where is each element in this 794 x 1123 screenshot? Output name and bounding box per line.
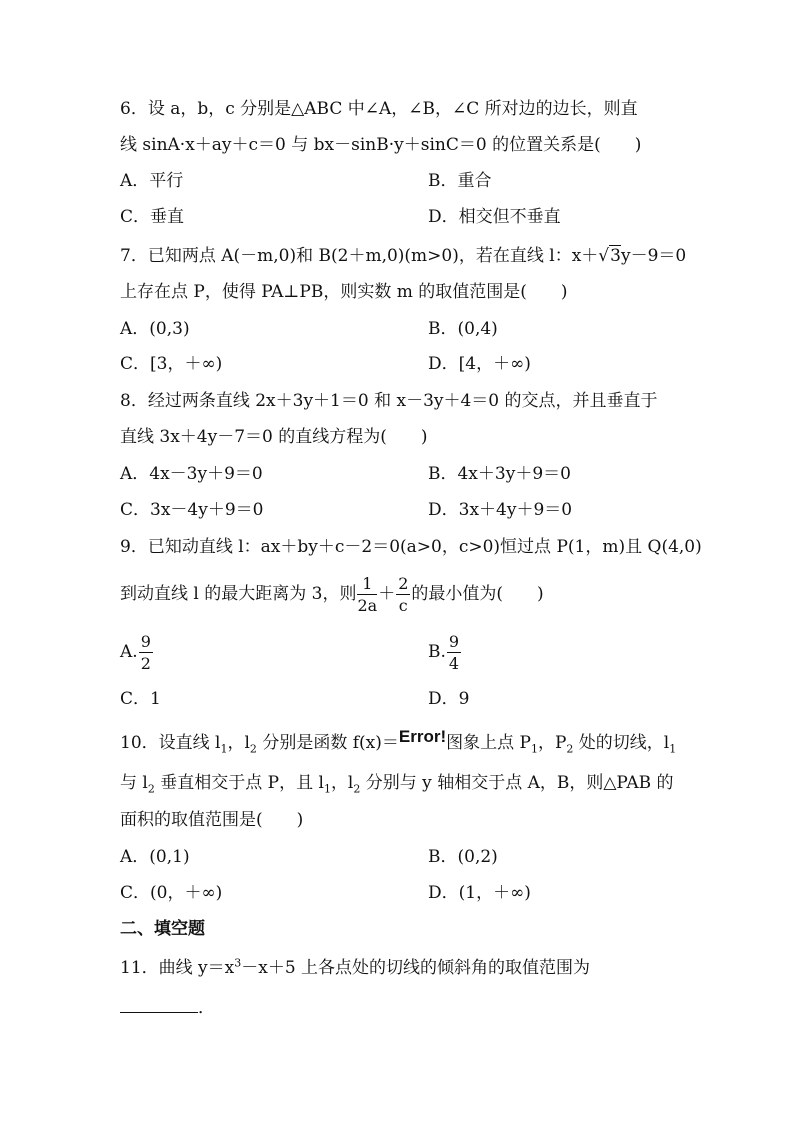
q8-option-a: A．4x－3y＋9＝0 xyxy=(120,464,263,484)
q8-line1: 8．经过两条直线 2x＋3y＋1＝0 和 x－3y＋4＝0 的交点，并且垂直于 xyxy=(120,391,658,411)
q10-option-d: D．(1，＋∞) xyxy=(428,883,531,903)
q8-option-b: B．4x＋3y＋9＝0 xyxy=(428,464,571,484)
subscript: 1 xyxy=(530,742,538,756)
q6-option-d: D．相交但不垂直 xyxy=(428,207,561,227)
q9-option-a xyxy=(120,630,154,674)
subscript: 1 xyxy=(323,782,331,796)
text: ，P xyxy=(537,733,567,753)
subscript: 1 xyxy=(669,742,677,756)
q9-line1: 9．已知动直线 l：ax＋by＋c－2＝0(a>0，c>0)恒过点 P(1，m)且 Q(4,0) xyxy=(120,537,702,557)
text: 10．设直线 l xyxy=(120,733,221,753)
q10-option-b: B．(0,2) xyxy=(428,847,498,867)
answer-blank[interactable] xyxy=(120,996,198,1013)
q8-line2: 直线 3x＋4y－7＝0 的直线方程为( ) xyxy=(120,427,428,447)
q6-option-b: B．重合 xyxy=(428,171,492,191)
subscript: 2 xyxy=(147,782,155,796)
fraction-9-over-4 xyxy=(447,631,461,673)
text: 分别与 y 轴相交于点 A，B，则△PAB 的 xyxy=(360,773,674,793)
q7-line2: 上存在点 P，使得 PA⊥PB，则实数 m 的取值范围是( ) xyxy=(120,282,568,302)
q7-line1-text-b: y－9＝0 xyxy=(620,246,687,266)
fraction-numerator: 9 xyxy=(448,631,460,651)
q10-line1 xyxy=(120,727,677,756)
fraction-denominator: 4 xyxy=(448,653,460,673)
option-label: B. xyxy=(428,642,446,662)
q9-option-b xyxy=(428,630,462,674)
subscript: 1 xyxy=(220,742,228,756)
q6-line2: 线 sinA·x＋ay＋c＝0 与 bx－sinB·y＋sinC＝0 的位置关系是( ) xyxy=(120,135,642,155)
q8-option-c: C．3x－4y＋9＝0 xyxy=(120,500,264,520)
q7-line1-text-a: 7．已知两点 A(－m,0)和 B(2＋m,0)(m>0)，若在直线 l：x＋ xyxy=(120,246,599,266)
q6-option-c: C．垂直 xyxy=(120,207,185,227)
q11-line1 xyxy=(120,957,590,979)
q10-option-c: C．(0，＋∞) xyxy=(120,883,223,903)
q6-line1: 6．设 a，b，c 分别是△ABC 中∠A，∠B，∠C 所对边的边长，则直 xyxy=(120,99,638,119)
q7-option-b: B．(0,4) xyxy=(428,319,498,339)
fraction-9-over-2 xyxy=(139,631,153,673)
fraction-denominator: 2a xyxy=(357,595,378,615)
text: 处的切线，l xyxy=(573,733,670,753)
q7-option-c: C．[3，＋∞) xyxy=(120,354,223,374)
fraction-numerator: 2 xyxy=(398,573,409,593)
fraction-denominator: c xyxy=(398,595,408,615)
superscript: 3 xyxy=(234,956,242,970)
q9-line2-text-a: 到动直线 l 的最大距离为 3，则 xyxy=(120,584,357,604)
subscript: 2 xyxy=(353,782,361,796)
q7-radicand: 3 xyxy=(610,246,621,266)
q7-line1 xyxy=(120,245,686,267)
text: 与 l xyxy=(120,773,148,793)
option-label: A. xyxy=(120,642,138,662)
text: 垂直相交于点 P，且 l xyxy=(154,773,324,793)
subscript: 2 xyxy=(566,742,574,756)
q10-line3: 面积的取值范围是( ) xyxy=(120,810,304,830)
subscript: 2 xyxy=(249,742,257,756)
q7-option-d: D．[4，＋∞) xyxy=(428,354,531,374)
fraction-1-over-2a xyxy=(357,573,378,615)
fraction-denominator: 2 xyxy=(140,653,151,673)
text: 11．曲线 y＝x xyxy=(120,958,235,978)
q10-option-a: A．(0,1) xyxy=(120,847,190,867)
q11-line2 xyxy=(120,996,215,1019)
text: ，l xyxy=(330,773,354,793)
text: ． xyxy=(198,998,215,1018)
q6-option-a: A．平行 xyxy=(120,171,184,191)
q9-option-d: D．9 xyxy=(428,689,470,709)
q9-option-c: C．1 xyxy=(120,689,161,709)
fraction-numerator: 9 xyxy=(140,631,151,651)
q9-line2-text-b: 的最小值为( ) xyxy=(411,584,544,604)
text: 分别是函数 f(x)＝ xyxy=(256,733,399,753)
q7-option-a: A．(0,3) xyxy=(120,319,190,339)
text: －x＋5 上各点处的切线的倾斜角的取值范围为 xyxy=(241,958,591,978)
fraction-2-over-c xyxy=(396,573,410,615)
sqrt-symbol: √ xyxy=(598,246,610,266)
q10-line2 xyxy=(120,772,674,794)
text: ，l xyxy=(227,733,250,753)
plus-sign: ＋ xyxy=(378,584,396,604)
error-field: Error! xyxy=(398,727,447,746)
text: 图象上点 P xyxy=(446,733,531,753)
section-heading-fill-in: 二、填空题 xyxy=(120,919,205,939)
fraction-numerator: 1 xyxy=(357,576,377,595)
q8-option-d: D．3x＋4y＋9＝0 xyxy=(428,500,573,520)
q9-line2 xyxy=(120,572,544,616)
